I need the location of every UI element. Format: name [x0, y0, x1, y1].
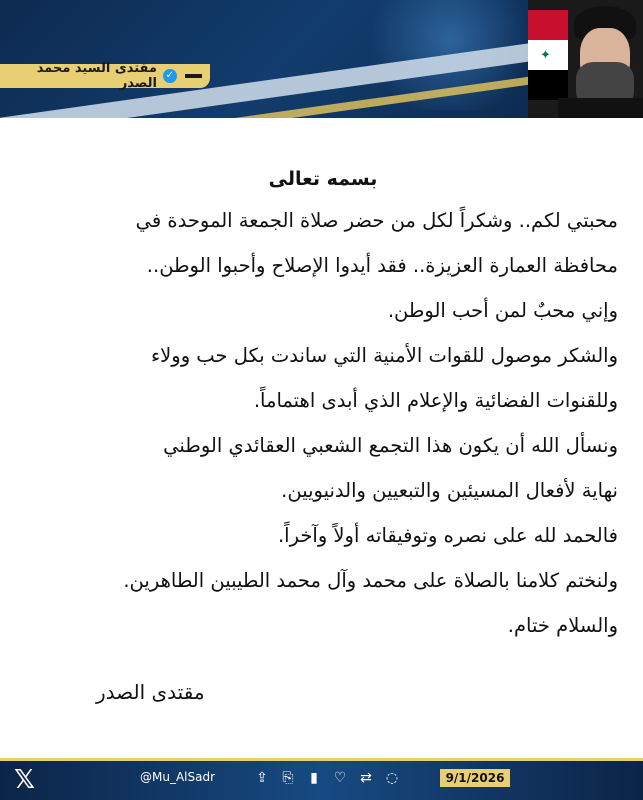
flag-script-logo: ✦	[540, 48, 551, 63]
letter-line: نهاية لأفعال المسيئين والتبعيين والدنيويين.	[281, 479, 618, 502]
letter-line: ونسأل الله أن يكون هذا التجمع الشعبي العقائدي الوطني	[163, 434, 618, 457]
letter-line: وإني محبٌ لمن أحب الوطن.	[387, 299, 618, 322]
flag-red-stripe	[528, 10, 568, 40]
letter-body	[28, 168, 618, 648]
robe-shape	[558, 98, 643, 118]
retweet-icon[interactable]: ⇄	[360, 770, 372, 786]
like-icon[interactable]: ♡	[333, 770, 347, 786]
name-bar	[0, 61, 210, 91]
author-portrait	[528, 0, 643, 118]
account-handle[interactable]: @Mu_AlSadr	[140, 770, 216, 784]
post-date: 9/1/2026	[440, 769, 510, 787]
tweet-actions	[255, 768, 399, 788]
verified-badge-icon: ✓	[163, 69, 177, 83]
letter-line: والسلام ختام.	[507, 614, 618, 637]
footer-bar	[0, 758, 643, 800]
author-name: مقتدى السيد محمد الصدر	[36, 61, 157, 91]
x-logo-icon[interactable]: 𝕏	[14, 765, 35, 795]
signature: مقتدى الصدر	[96, 680, 205, 704]
share-icon[interactable]: ⇪	[256, 770, 268, 786]
letter-line: محبتي لكم.. وشكراً لكل من حضر صلاة الجمعة الموحدة في	[135, 209, 618, 232]
letter-heading: بسمه تعالى	[268, 168, 378, 190]
views-icon[interactable]: ▮	[310, 770, 318, 786]
letter-line: محافظة العمارة العزيزة.. فقد أيدوا الإصلاح وأحبوا الوطن..	[146, 254, 618, 277]
menu-bar-icon	[185, 74, 202, 78]
letter-line: والشكر موصول للقوات الأمنية التي ساندت بكل حب وولاء	[150, 344, 618, 367]
header-banner	[0, 0, 643, 118]
flag-black-stripe	[528, 70, 568, 100]
reply-icon[interactable]: ◌	[385, 770, 399, 786]
letter-line: ولنختم كلامنا بالصلاة على محمد وآل محمد الطيبين الطاهرين.	[123, 569, 618, 592]
bookmark-icon[interactable]: ⎘	[282, 770, 294, 786]
footer-gold-stripe	[0, 758, 643, 761]
letter-line: وللقنوات الفضائية والإعلام الذي أبدى اهتماماً.	[253, 389, 618, 412]
letter-line: فالحمد لله على نصره وتوفيقاته أولاً وآخراً.	[277, 524, 618, 547]
